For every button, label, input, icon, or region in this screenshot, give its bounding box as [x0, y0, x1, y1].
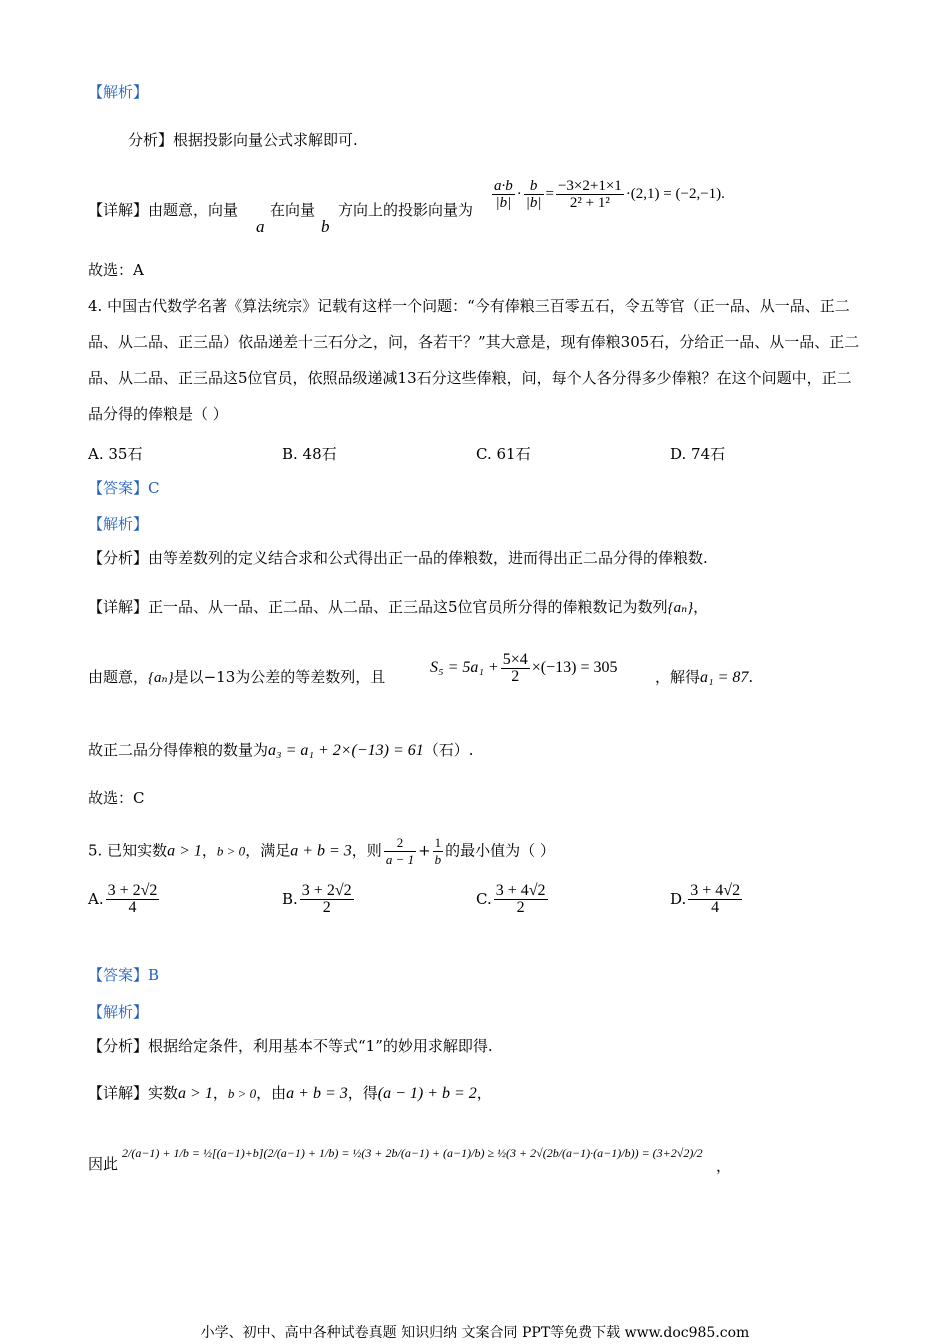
q4-option-b: B. 48石	[282, 445, 337, 463]
xiangjie-tag: 【详解】	[88, 598, 149, 616]
q4-option-c: C. 61石	[476, 445, 531, 463]
q5-option-a: A. $\frac{3 + 2√2}{4}$	[88, 882, 158, 916]
s5-frac: $\frac{5\times 4}{2}$	[502, 651, 528, 685]
q5-option-d: D. $\frac{3 + 4√2}{4}$	[670, 882, 741, 916]
q4-guxuan: 故选：C	[88, 789, 145, 807]
formula-frac-1: $\frac{a\cdot b}{|b|}$	[494, 178, 513, 211]
formula-tail: ·(2,1) = (−2,−1)	[625, 185, 722, 202]
q3-jiexi-label: 【解析】	[88, 83, 149, 101]
q3-xiangjie-text-3: 方向上的投影向量为	[338, 201, 474, 219]
q4-option-a: A. 35石	[88, 445, 143, 463]
xj-sum: a + b = 3	[286, 1085, 348, 1102]
q5-yinci: 因此	[88, 1155, 119, 1173]
cond-sum: a + b = 3	[290, 842, 352, 860]
q3-xiangjie-text-2: 在向量	[270, 201, 316, 219]
q4-stem: 4. 中国古代数学名著《算法统宗》记载有这样一个问题：“今有俸粮三百零五石，令五等官（正一品、从一品、正二品、从二品、正三品）依品递差十三石分之，问，各若干？”其大意是，现有俸粮305石，分给正一品、从一品、正二品、从二品、正三品这5位官员，依照品级递减13石分这些俸粮，问，每个人各分得多少俸粮？在这个问题中，正二品分得的俸粮是（ ）	[88, 297, 860, 423]
q4-line2-jiede: ，解得a₁ = 87.	[655, 668, 754, 686]
xj-cond-b: b > 0	[227, 1086, 257, 1101]
formula-frac-2: $\frac{b}{|b|}$	[525, 178, 542, 211]
q5-final-formula: 2/(a−1) + 1/b = ½[(a−1)+b](2/(a−1) + 1/b) = ½(3 + 2b/(a−1) + (a−1)/b) ≥ ½(3 + 2√(2b/(a−1)·(a−1)/b)) = (3+2√2)/2	[122, 1146, 703, 1160]
formula-frac-3: $\frac{-3\times 2+1\times 1}{\text{2² + 1²}}$	[557, 178, 622, 211]
q5-xiangjie-line-1: 【详解】实数a > 1，b > 0，由a + b = 3，得(a − 1) + b = 2，	[88, 1084, 492, 1102]
q3-xiangjie-text: 由题意，向量	[148, 201, 239, 219]
xj-result: (a − 1) + b = 2	[377, 1085, 477, 1102]
q4-line3-text: 故正二品分得俸粮的数量为	[88, 741, 269, 759]
a3-formula: a₃ = a₁ + 2×(−13) = 61	[268, 742, 424, 759]
s5-formula: S₅ = 5a₁ + $\frac{5\times 4}{2}$ ×(−13) = 305	[430, 651, 618, 685]
q5-fenxi: 【分析】根据给定条件，利用基本不等式“1”的妙用求解即得.	[88, 1037, 493, 1055]
q4-option-d: D. 74石	[670, 445, 726, 463]
sequence-an: {aₙ}	[148, 670, 174, 686]
q5-answer: 【答案】B	[88, 966, 160, 984]
q4-xiangjie-line-3	[88, 740, 474, 761]
sequence-an: {aₙ}	[667, 600, 694, 616]
xiangjie-tag: 【详解】	[88, 201, 149, 219]
q4-line2-text-b: 是以−13为公差的等差数列，且	[173, 668, 386, 686]
q4-line3-unit: （石）.	[423, 741, 474, 759]
page-footer: 小学、初中、高中各种试卷真题 知识归纳 文案合同 PPT等免费下载 www.doc985.com	[200, 1325, 750, 1341]
projection-formula: $\frac{a\cdot b}{|b|}$ · $\frac{b}{|b|}$ = $\frac{-3\times 2+1\times 1}{\text{2² + 1²}}$ ·(2,1) = (−2,−1).	[494, 178, 725, 211]
q5-jiexi-label: 【解析】	[88, 1003, 149, 1021]
q4-jiexi-label: 【解析】	[88, 515, 149, 533]
q4-answer: 【答案】C	[88, 479, 160, 497]
xiangjie-tag: 【详解】	[88, 1084, 149, 1102]
q5-stem: 5. 已知实数a > 1，b > 0，满足a + b = 3，则 $\frac{2}{a - 1}$ + $\frac{1}{b}$ 的最小值为（ ）	[88, 835, 555, 867]
q4-xiangjie-text: 正一品、从一品、正二品、从二品、正三品这5位官员所分得的俸粮数记为数列	[148, 598, 668, 616]
q4-xiangjie-line-1	[88, 597, 708, 618]
comma: ，	[693, 598, 709, 616]
q4-line2-text: 由题意，	[88, 668, 149, 686]
q4-fenxi: 【分析】由等差数列的定义结合求和公式得出正一品的俸粮数，进而得出正二品分得的俸粮数.	[88, 549, 708, 567]
formula-period: .	[721, 185, 725, 202]
q5-expr-frac-2: $\frac{1}{b}$	[434, 835, 442, 867]
q3-fenxi: 分析】根据投影向量公式求解即可.	[128, 131, 358, 149]
q5-expr-frac-1: $\frac{2}{a - 1}$	[385, 835, 415, 867]
q5-option-b: B. $\frac{3 + 2√2}{2}$	[282, 882, 352, 916]
var-a: a	[256, 217, 265, 236]
q5-final-comma: ，	[716, 1157, 732, 1175]
cond-a-gt-1: a > 1	[167, 842, 202, 860]
q3-xiangjie-line	[88, 200, 238, 220]
q5-option-c: C. $\frac{3 + 4√2}{2}$	[476, 882, 546, 916]
q4-xiangjie-line-2	[88, 667, 385, 688]
var-b: b	[321, 217, 330, 236]
xj-cond-a: a > 1	[178, 1085, 213, 1102]
q3-guxuan: 故选：A	[88, 261, 144, 279]
cond-b-gt-0: b > 0	[216, 843, 246, 859]
